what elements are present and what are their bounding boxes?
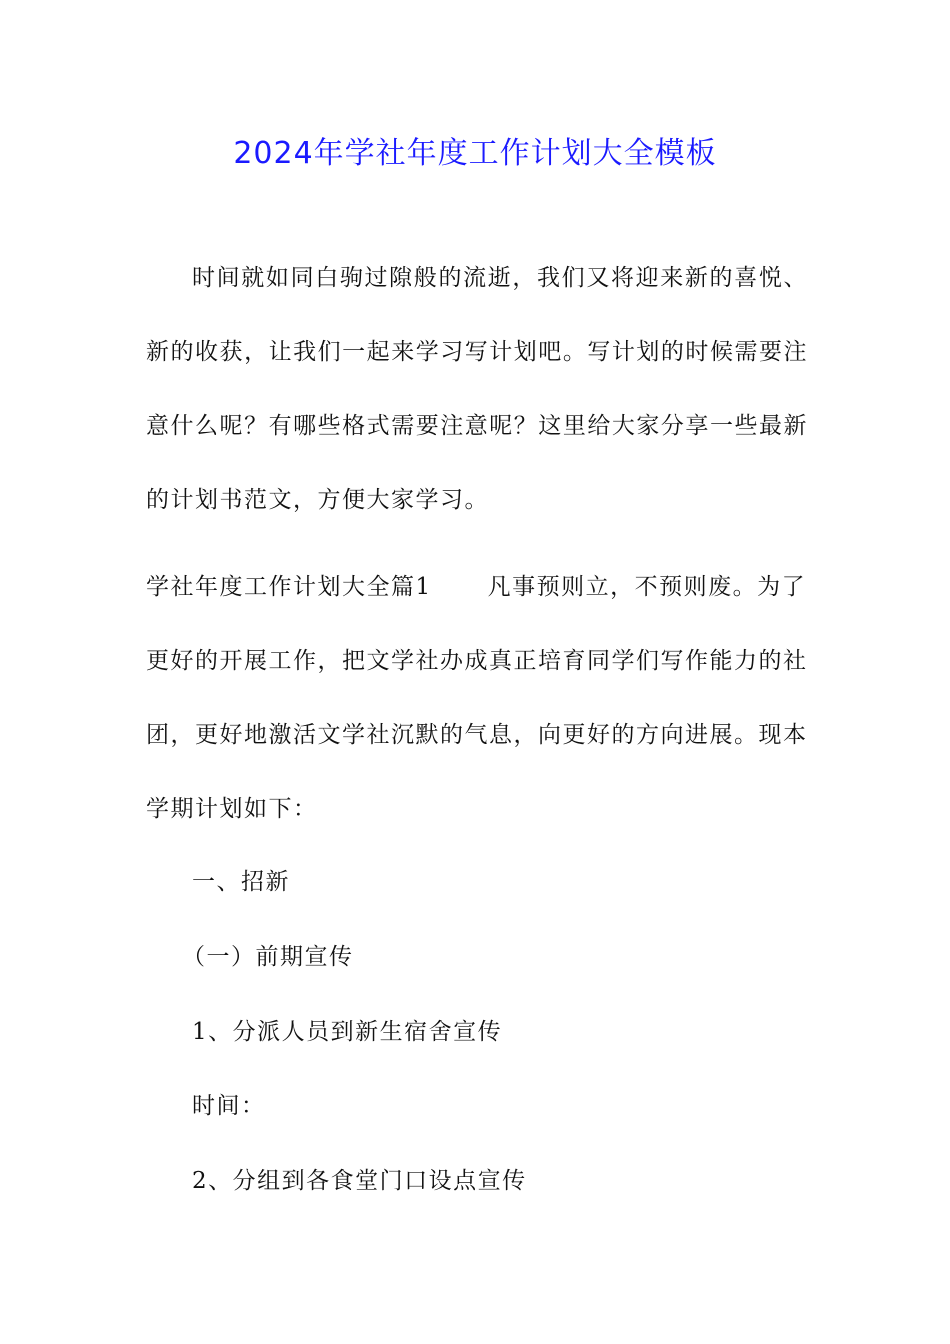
list-item-time: 时间： bbox=[192, 1093, 266, 1119]
list-item-recruit: 一、招新 bbox=[192, 869, 290, 895]
intro-paragraph: 时间就如同白驹过隙般的流逝，我们又将迎来新的喜悦、新的收获，让我们一起来学习写计划吧。写计划的时候需要注意什么呢？有哪些格式需要注意呢？这里给大家分享一些最新的计划书范文，方便大家学习。 bbox=[146, 265, 808, 513]
section-body-line-3: 团，更好地激活文学社沉默的气息，向更好的方向进展。现本 bbox=[146, 722, 808, 748]
section-body-line-2: 更好的开展工作，把文学社办成真正培育同学们写作能力的社 bbox=[146, 648, 808, 674]
list-item-promotion: （一）前期宣传 bbox=[182, 944, 354, 970]
list-item-canteen-promo: 2、分组到各食堂门口设点宣传 bbox=[192, 1168, 527, 1194]
section-lead-text: 凡事预则立，不预则废。为了 bbox=[487, 574, 807, 600]
document-title: 2024年学社年度工作计划大全模板 bbox=[233, 136, 717, 171]
list-item-dorm-promo: 1、分派人员到新生宿舍宣传 bbox=[192, 1019, 503, 1045]
section-heading: 学社年度工作计划大全篇1 bbox=[146, 574, 432, 600]
intro-paragraph-block bbox=[146, 241, 808, 537]
section-heading-line bbox=[146, 567, 806, 607]
section-body-line-4: 学期计划如下： bbox=[146, 796, 318, 822]
